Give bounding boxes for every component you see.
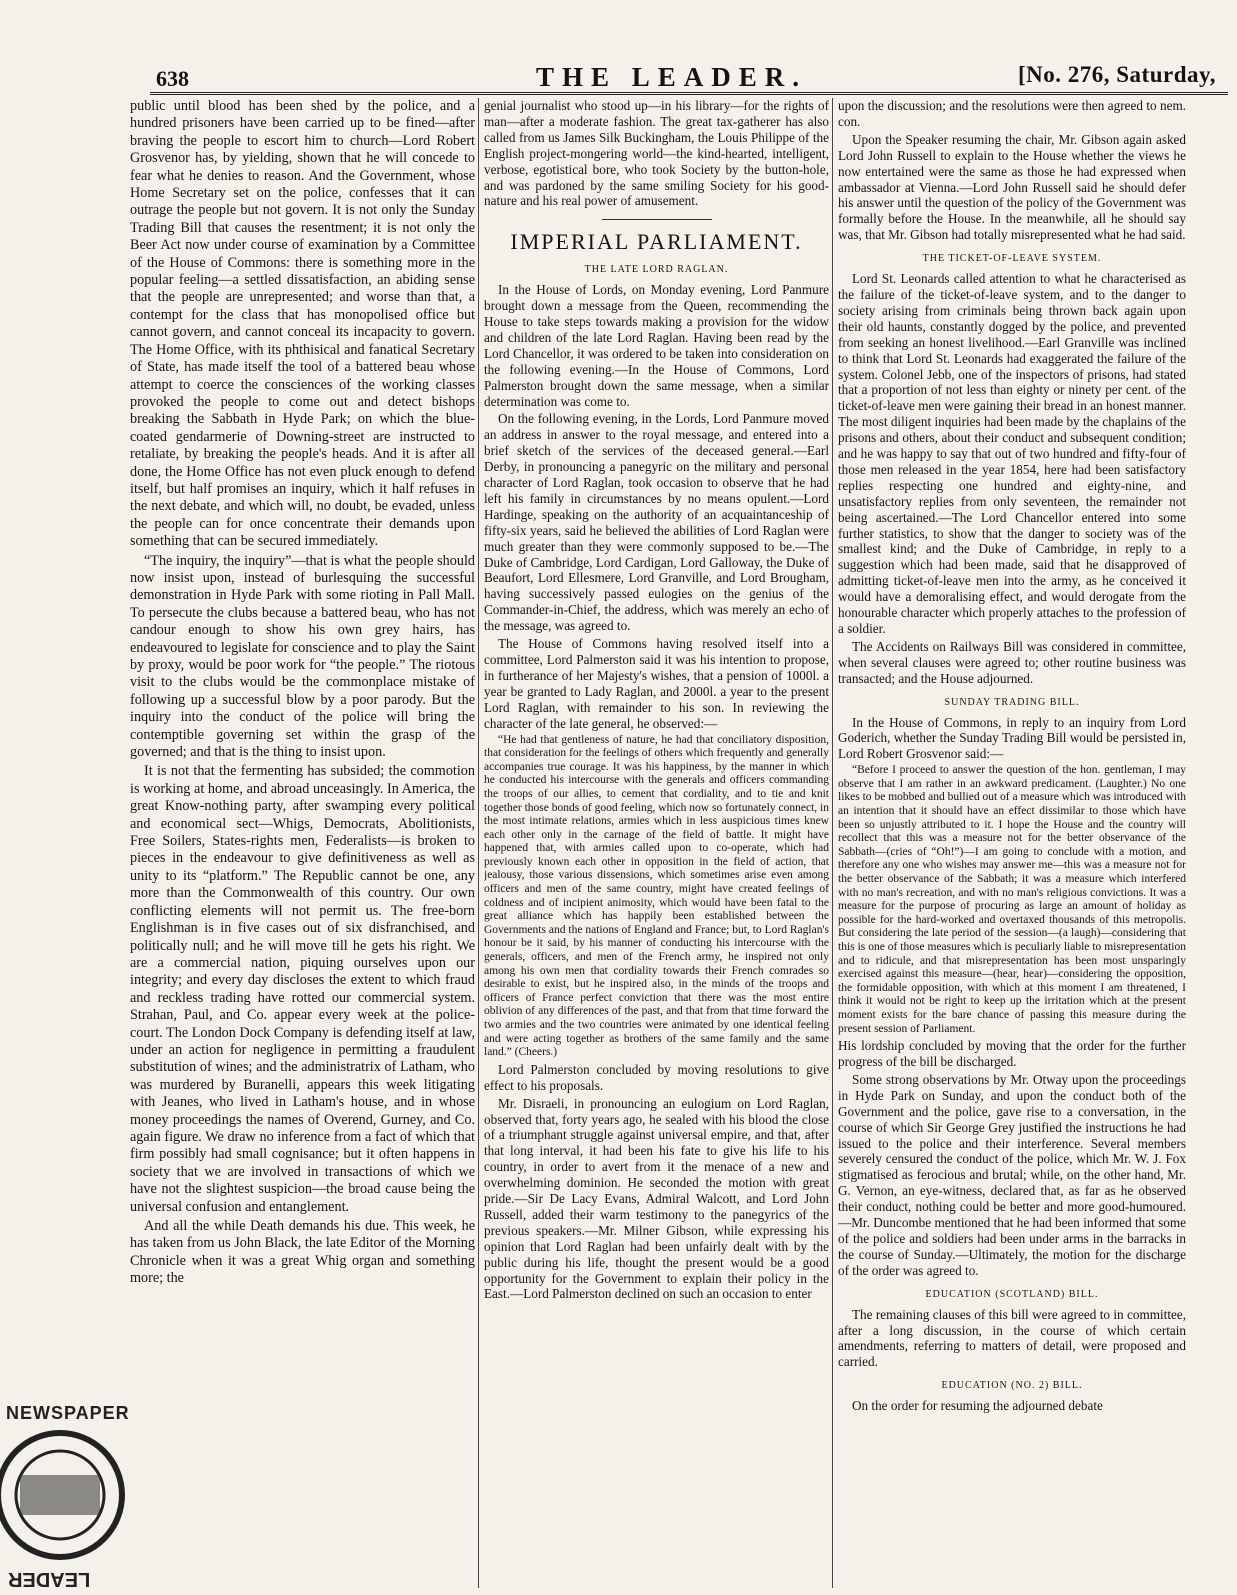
col2-closing-1: Lord Palmerston concluded by moving resolutions to give effect to his proposals. — [484, 1061, 829, 1093]
col1-paragraph-3: It is not that the fermenting has subsided; the commotion is working at home, and abroad unceasingly. In America, the great Know-nothing party, after swamping every political and economical sect—Whigs, Democrats, Abolitionists, Free Soilers, States-rights men, Federalists—is broken to pieces in the endeavour to give definitiveness as well as unity to its “platform.” The Republic cannot be one, any more than the Commonwealth of this country. Our own conflicting elements will not permit us. The free-born Englishman is in five cases out of six disfranchised, and politically null; and he will move till he gets his right. We are a commercial nation, piquing ourselves upon our integrity; and every day discloses the extent to which fraud and reckless trading have rotted our commercial system. Strahan, Paul, and Co. appear every week at the police-court. The London Dock Company is defending itself at law, under an action for negligence in permitting a fraudulent substitution of wines; and the administratrix of Latham, who was murdered by Buranelli, appears this week litigating with Jeanes, who lived in Latham's house, and in whose money proceedings the names of Overend, Gurney, and Co. again figure. We draw no inference from a fact of which that firm possibly had small cognisance; but it often happens in society that we are involved in transactions of which we have not the slightest suspicion—the broad cause being the universal confusion and entanglement. — [130, 763, 475, 1215]
subhead-education-no2: EDUCATION (NO. 2) BILL. — [941, 1380, 1083, 1392]
stamp-text-bottom: LEADER — [8, 1568, 91, 1590]
stamp-mark — [0, 1395, 150, 1595]
column-3 — [838, 98, 1186, 1586]
col3-sunday-after-2: Some strong observations by Mr. Otway upon the proceedings in Hyde Park on Sunday, and upon the conduct both of the Government and the police, gave rise to a conversation, in the course of which Sir George Grey justified the instructions he had issued to the police and their interference. Several members severely censured the conduct of the police, which Mr. W. J. Fox stigmatised as ferocious and brutal; while, on the other hand, Mr. G. Vernon, an eye-witness, declared that, as far as he observed their conduct, nothing could be better and more good-humoured.—Mr. Duncombe mentioned that he had been informed that some of the police and soldiers had been under arms in the barracks in the course of Sunday.—Ultimately, the motion for the discharge of the order was agreed to. — [838, 1071, 1186, 1278]
col3-intro-2: Upon the Speaker resuming the chair, Mr. Gibson again asked Lord John Russell to explain to the House whether the views he now entertained were the same as those he had expressed when ambassador at Vienna.—Lord John Russell said he should defer his answer until the question of the policy of the Government was formally before the House. In the meanwhile, all he should say was, that Mr. Gibson had totally misrepresented what he had said. — [838, 131, 1186, 243]
col2-paragraph-3: The House of Commons having resolved itself into a committee, Lord Palmerston said it was his intention to propose, in furtherance of her Majesty's wishes, that a pension of 1000l. a year be granted to Lady Raglan, and 2000l. a year to the present Lord Raglan, with remainder to his son. In reviewing the character of the late general, he observed:— — [484, 636, 829, 731]
grosvenor-quote: “Before I proceed to answer the question of the hon. gentleman, I may observe that I am rather in an awkward predicament. (Laughter.) No one likes to be mobbed and bullied out of a measure which was introduced with an intention that it should have an effect dissimilar to those which have been so unjustly attributed to it. I hope the House and the country will recollect that this was a measure not for the better observance of the Sabbath—(cries of “Oh!”)—I am going to conclude with a motion, and therefore any one who wishes may answer me—this was a measure not for the better observance of the Sabbath; it was a measure which interfered with no man's recreation, and with no man's religious convictions. It was a measure for the purpose of procuring as large an amount of holiday as possible for the hard-worked and overtaxed thousands of this metropolis. But considering the late period of the session—(a laugh)—considering that this is one of those measures which is peculiarly liable to misrepresentation and to ridicule, and that misrepresentation has been most unsparingly exercised against this measure—(hear, hear)—considering the opposition, the formidable opposition, with which at this moment I am threatened, I think it would not be right to keep up the irritation which at the present moment exists for the bare chance of passing this measure during the present session of Parliament. — [838, 764, 1186, 1035]
stamp-text-top: NEWSPAPER — [6, 1403, 130, 1423]
subhead-education-scotland: EDUCATION (SCOTLAND) BILL. — [925, 1288, 1099, 1300]
col2-intro: genial journalist who stood up—in his library—for the rights of man—after a moderate fashion. The great tax-gatherer has also called from us James Silk Buckingham, the Louis Philippe of the English project-mongering world—the kind-hearted, intelligent, verbose, egotistical bore, who took Society by the button-hole, and was pardoned by the same smiling Society for his good-nature and his real power of amusement. — [484, 98, 829, 209]
col3-sunday-intro: In the House of Commons, in reply to an inquiry from Lord Goderich, whether the Sunday Trading Bill would be persisted in, Lord Robert Grosvenor said:— — [838, 714, 1186, 762]
col1-paragraph-2: “The inquiry, the inquiry”—that is what the people should now insist upon, instead of burlesquing the successful demonstration in Hyde Park with some rioting in Pall Mall. To persecute the clubs because a battered beau, who has not candour enough to show his own grey hairs, has endeavoured to legislate for conscience and to play the Saint by proxy, would be poor work for “the people.” The riotous visit to the clubs would be the commonplace mistake of following up a successful blow by a poor parody. But the inquiry into the conduct of the police will bring the contemptible governing set within the grasp of the governed; and that is the thing to insist upon. — [130, 552, 475, 761]
header-rule — [150, 92, 1228, 95]
issue-info: [No. 276, Saturday, — [1018, 62, 1216, 87]
palmerston-quote: “He had that gentleness of nature, he had that conciliatory disposition, that consideration for the feelings of others which frequently and generally accompanies true courage. It was his happiness, by the manner in which he conducted his intercourse with the generals and officers commanding the troops of our allies, to cement that cordiality, and to tie and knit together those bonds of good feeling, which now so fortunately connect, in the most intimate relations, armies which in less auspicious times knew each other only in the carnage of the field of battle. It might have happened that, with armies called upon to co-operate, which had previously known each other in opposition in the field of action, that jealousy, those various dissensions, which sometimes arise even among officers and men of the same country, might have created feelings of coldness and of incipient animosity, which would have been fatal to the great alliance which has happily been established between the Governments and the nations of England and France; but, to Lord Raglan's honour be it said, by his manner of conducting his intercourse with the generals, officers, and men of the French army, he inspired not only among his own men that cordiality towards their French comrades so desirable to exist, but he inspired also, in the minds of the troops and officers of France perfect conviction that there was the most entire oblivion of any differences of the past, and that from that time forward the two armies and the two countries were animated by one identical feeling and were acting together as brothers of the same family and the same land.” (Cheers.) — [484, 733, 829, 1059]
column-divider-1 — [478, 98, 479, 1588]
masthead — [148, 58, 1228, 94]
col2-closing-2: Mr. Disraeli, in pronouncing an eulogium on Lord Raglan, observed that, forty years ago, he sealed with his blood the close of a triumphant struggle against universal empire, and that, after that long interval, it had been his fate to give his life to his country, in order to avert from it the menace of a new and overwhelming dominion. He seconded the motion with great pride.—Sir De Lacy Evans, Admiral Walcott, and Lord John Russell, added their warm testimony to the panegyrics of the previous speakers.—Mr. Milner Gibson, while expressing his opinion that Lord Raglan had been unfairly dealt with by the public during his life, thought the present would be a good opportunity for the Government to explain their policy in the East.—Lord Palmerston declined on such an occasion to enter — [484, 1095, 829, 1302]
page-number: 638 — [156, 66, 189, 91]
col3-edu1-text: The remaining clauses of this bill were agreed to in committee, after a long discussion, in the course of which certain amendments, referring to matters of detail, were proposed and carried. — [838, 1306, 1186, 1370]
col3-sunday-after-1: His lordship concluded by moving that the order for the further progress of the bill be discharged. — [838, 1038, 1186, 1070]
col1-paragraph-1: public until blood has been shed by the police, and a hundred prisoners have been carried up to be fined—after braving the people to escort him to church—Lord Robert Grosvenor has, by yielding, shown that he will concede to fear what he denies to reason. And the Government, whose Home Secretary set on the police, confesses that it can outrage the people but not govern. It is not only the Sunday Trading Bill that causes the resentment; it is not only the Beer Act now under course of examination by a Committee of the House of Commons: there is something more in the popular feeling—a settled dissatisfaction, an abiding sense that the people are unrepresented; and worse than that, a contempt for the class that has monopolised office but cannot govern, and cannot conceal its incapacity to govern. The Home Office, with its phthisical and fanatical Secretary of State, has made itself the tool of a battered beau whose attempt to coerce the consciences of the working classes provoked the people to come out and detect bishops breaking the Sabbath in Hyde Park; on which the blue-coated gendarmerie of Downing-street are instructed to retaliate, by breaking the people's heads. And it is after all done, the Home Office has not even pluck enough to defend itself, but half promises an inquiry, which it half refuses in the next debate, and which will, no doubt, be evaded, unless the people can for once concentrate their demands upon something that can be secured immediately. — [130, 98, 475, 550]
subhead-ticket-of-leave: THE TICKET-OF-LEAVE SYSTEM. — [922, 253, 1102, 265]
col3-ticket-paragraph-2: The Accidents on Railways Bill was considered in committee, when several clauses were agreed to; other routine business was transacted; and the House adjourned. — [838, 638, 1186, 686]
col3-ticket-paragraph-1: Lord St. Leonards called attention to what he characterised as the failure of the ticket-of-leave system, and to the danger to society arising from criminals being thrown back again upon their old haunts, constantly dogged by the police, and prevented from seeking an honest livelihood.—Earl Granville was inclined to think that Lord St. Leonards had exaggerated the failure of the system. Colonel Jebb, one of the inspectors of prisons, had stated that a proportion of not less than eighty or ninety per cent. of the ticket-of-leave men were gaining their bread in an honest manner. The most diligent inquiries had been made by the chaplains of the prisons and others, about their conduct and subsequent condition; and he was happy to say that out of two hundred and fifty-four of those men released in the year 1854, here had been satisfactory replies respecting one hundred and eighty-nine, and unsatisfactory replies from only seventeen, the remainder not being ascertained.—The Lord Chancellor entered into some further statistics, to show that the danger to society was of the smallest kind; and the Duke of Cambridge, in reply to a suggestion which had been made, said that he disapproved of admitting ticket-of-leave men into the army, as he conceived it would have a demoralising effect, and would derogate from the honourable character which properly attaches to the profession of a soldier. — [838, 271, 1186, 636]
column-divider-2 — [832, 98, 833, 1588]
section-rule — [602, 219, 712, 220]
subhead-sunday-trading: SUNDAY TRADING BILL. — [944, 696, 1080, 708]
column-1 — [130, 98, 475, 1586]
col3-edu2-text: On the order for resuming the adjourned debate — [852, 1398, 1103, 1414]
col2-paragraph-2: On the following evening, in the Lords, Lord Panmure moved an address in answer to the royal message, and entered into a brief sketch of the services of the deceased general.—Earl Derby, in pronouncing a panegyric on the military and personal character of Lord Raglan, took occasion to observe that he had left his family in circumstances by no means opulent.—Lord Hardinge, speaking on the authority of an acquaintanceship of fifty-six years, said he believed the abilities of Lord Raglan were much greater than they were commonly supposed to be.—The Duke of Cambridge, Lord Cardigan, Lord Galloway, the Duke of Beaufort, Lord Ellesmere, Lord Granville, and Lord Brougham, having successively passed eulogies on the genius of the Commander-in-Chief, the address, which was merely an echo of the message, was agreed to. — [484, 411, 829, 634]
column-2 — [484, 98, 829, 1586]
section-title: IMPERIAL PARLIAMENT. — [510, 229, 803, 255]
col3-intro-1: upon the discussion; and the resolutions were then agreed to nem. con. — [838, 98, 1186, 129]
newspaper-title: THE LEADER. — [536, 62, 808, 92]
subhead-lord-raglan: THE LATE LORD RAGLAN. — [584, 264, 729, 276]
library-stamp — [0, 1395, 150, 1595]
col2-paragraph-1: In the House of Lords, on Monday evening, Lord Panmure brought down a message from the Queen, recommending the House to take steps towards making a provision for the widow and children of the late Lord Raglan. Having been read by the Lord Chancellor, it was ordered to be taken into consideration on the following evening.—In the House of Commons, Lord Palmerston brought down the same message, when a similar determination was come to. — [484, 282, 829, 409]
col1-paragraph-4: And all the while Death demands his due. This week, he has taken from us John Black, the late Editor of the Morning Chronicle when it was a great Whig organ and something more; the — [130, 1218, 475, 1287]
